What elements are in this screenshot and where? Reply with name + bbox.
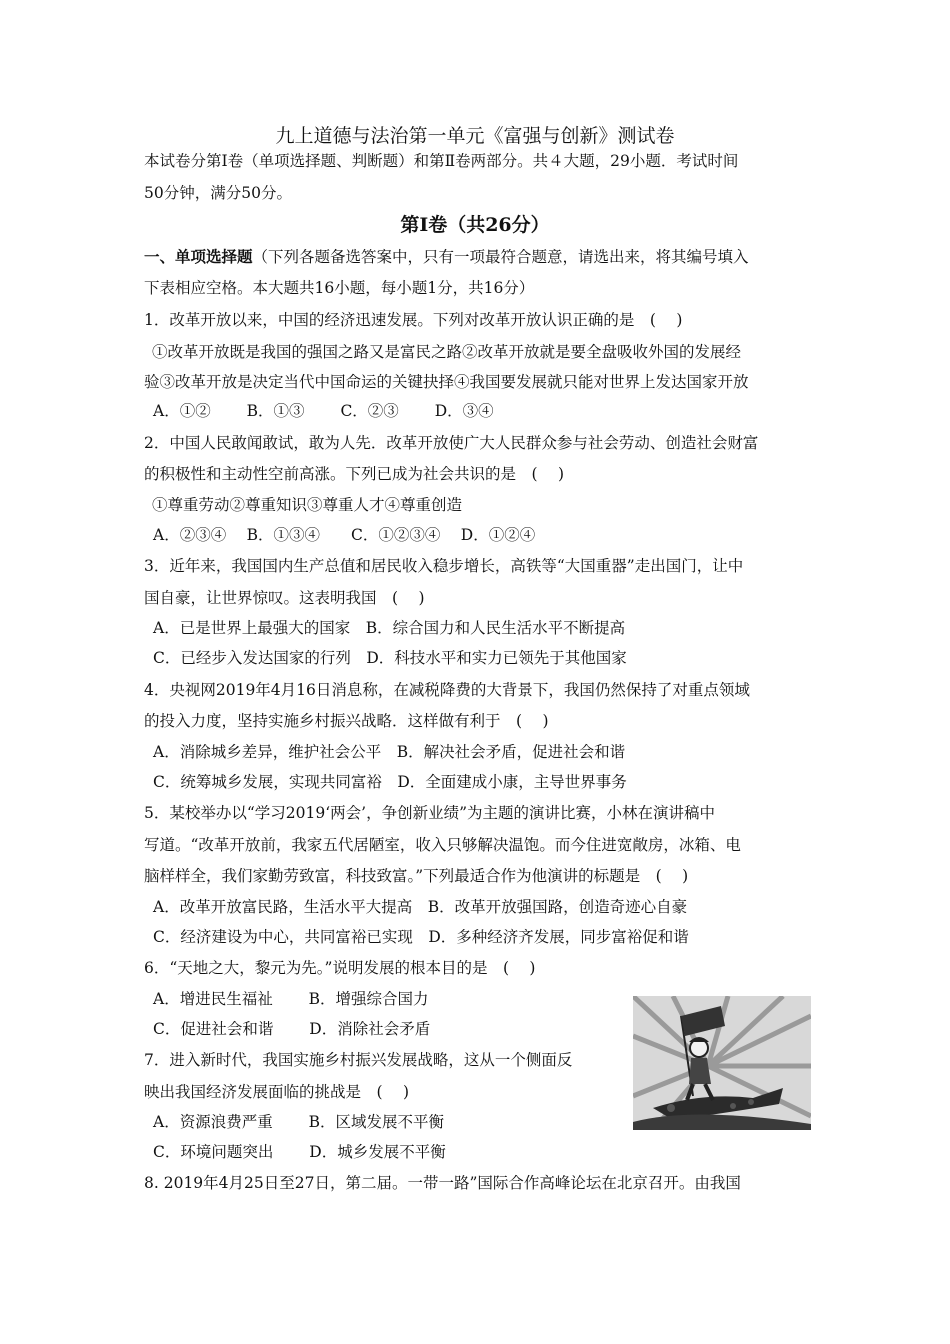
q3-stem-line-2: 国自豪，让世界惊叹。这表明我国 ( ) <box>144 589 425 607</box>
q3-options-line-1: A．已是世界上最强大的国家 B．综合国力和人民生活水平不断提高 <box>153 619 626 637</box>
q4-stem-line-2: 的投入力度，坚持实施乡村振兴战略．这样做有利于 ( ) <box>144 712 549 730</box>
q7-stem-line-2: 映出我国经济发展面临的挑战是 ( ) <box>144 1083 410 1101</box>
q5-stem-line-1: 5．某校举办以“学习2019‘两会’，争创新业绩”为主题的演讲比赛，小林在演讲稿中 <box>144 804 716 822</box>
part1-instruction-line-2: 下表相应空格。本大题共16小题，每小题1分，共16分） <box>144 279 535 297</box>
q2-stem-line-2: 的积极性和主动性空前高涨。下列已成为社会共识的是 ( ) <box>144 465 565 483</box>
q1-items-line-2: 验③改革开放是决定当代中国命运的关键抉择④我国要发展就只能对世界上发达国家开放 <box>144 373 749 391</box>
q2-stem-line-1: 2．中国人民敢闻敢试，敢为人先．改革开放使广大人民群众参与社会劳动、创造社会财富 <box>144 434 759 452</box>
q8-stem-line-1: 8. 2019年4月25日至27日，第二届。一带一路”国际合作高峰论坛在北京召开。由我国 <box>144 1174 741 1192</box>
q4-options-line-2: C．统筹城乡发展，实现共同富裕 D．全面建成小康，主导世界事务 <box>153 773 627 791</box>
q1-items-line-1: ①改革开放既是我国的强国之路又是富民之路②改革开放就是要全盘吸收外国的发展经 <box>152 343 742 361</box>
intro-line-1: 本试卷分第Ⅰ卷（单项选择题、判断题）和第Ⅱ卷两部分。共４大题，29小题．考试时间 <box>144 152 739 170</box>
part1-instruction-text: （下列各题备选答案中，只有一项最符合题意，请选出来，将其编号填入 <box>252 248 749 266</box>
q7-options-line-2: C．环境问题突出 D．城乡发展不平衡 <box>153 1143 446 1161</box>
section-title: 第Ⅰ卷（共26分） <box>400 214 550 236</box>
q6-options-line-1: A．增进民生福祉 B．增强综合国力 <box>153 990 429 1008</box>
intro-line-2: 50分钟，满分50分。 <box>144 184 292 202</box>
q6-stem: 6．“天地之大，黎元为先。”说明发展的根本目的是 ( ) <box>144 959 536 977</box>
q5-stem-line-3: 脑样样全，我们家勤劳致富，科技致富。”下列最适合作为他演讲的标题是 ( ) <box>144 867 689 885</box>
q2-options: A．②③④ B．①③④ C．①②③④ D．①②④ <box>153 526 536 544</box>
q7-stem-line-1: 7．进入新时代，我国实施乡村振兴发展战略，这从一个侧面反 <box>144 1051 573 1069</box>
q4-options-line-1: A．消除城乡差异，维护社会公平 B．解决社会矛盾，促进社会和谐 <box>153 743 626 761</box>
q2-items: ①尊重劳动②尊重知识③尊重人才④尊重创造 <box>152 496 463 514</box>
q6-options-line-2: C．促进社会和谐 D．消除社会矛盾 <box>153 1020 431 1038</box>
cartoon-farmer-flag-icon <box>633 996 811 1130</box>
q5-options-line-1: A．改革开放富民路，生活水平大提高 B．改革开放强国路，创造奇迹心自豪 <box>153 898 688 916</box>
q3-options-line-2: C．已经步入发达国家的行列 D．科技水平和实力已领先于其他国家 <box>153 649 627 667</box>
q1-stem: 1．改革开放以来，中国的经济迅速发展。下列对改革开放认识正确的是 ( ) <box>144 311 683 329</box>
part1-instruction-line-1 <box>144 247 749 267</box>
q5-stem-line-2: 写道。“改革开放前，我家五代居陋室，收入只够解决温饱。而今住进宽敞房，冰箱、电 <box>144 836 741 854</box>
part1-heading: 一、单项选择题 <box>144 247 253 266</box>
q7-options-line-1: A．资源浪费严重 B．区域发展不平衡 <box>153 1113 445 1131</box>
q3-stem-line-1: 3．近年来，我国国内生产总值和居民收入稳步增长，高铁等“大国重器”走出国门，让中 <box>144 557 744 575</box>
exam-title: 九上道德与法治第一单元《富强与创新》测试卷 <box>275 125 675 147</box>
q4-stem-line-1: 4．央视网2019年4月16日消息称，在减税降费的大背景下，我国仍然保持了对重点领域 <box>144 681 750 699</box>
q5-options-line-2: C．经济建设为中心，共同富裕已实现 D．多种经济齐发展，同步富裕促和谐 <box>153 928 689 946</box>
q1-options: A．①② B．①③ C．②③ D．③④ <box>153 402 494 420</box>
